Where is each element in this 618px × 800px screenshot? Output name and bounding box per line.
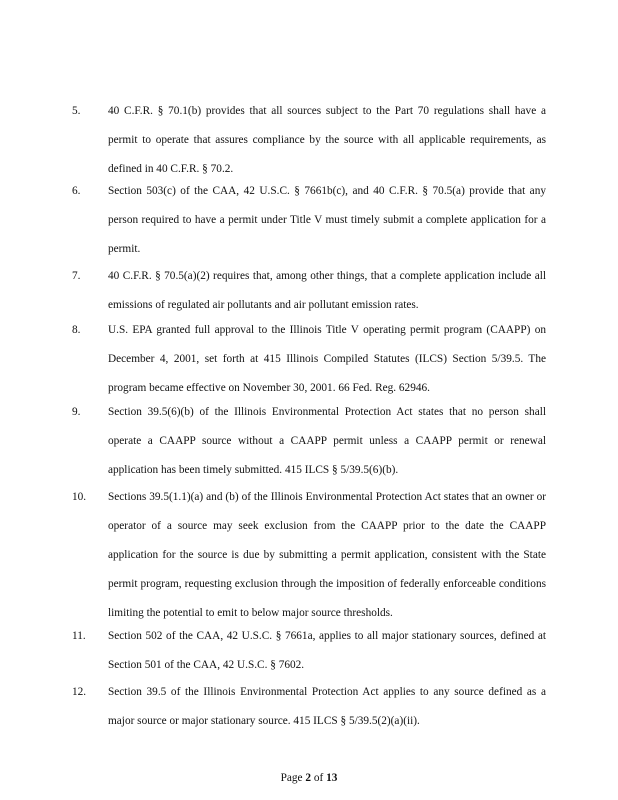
- paragraph-number: 12.: [72, 686, 87, 698]
- paragraph-number: 10.: [72, 491, 87, 503]
- paragraph-11: [72, 622, 546, 680]
- footer-prefix: Page: [280, 772, 303, 784]
- paragraph-number: 8.: [72, 324, 81, 336]
- paragraph-text: 40 C.F.R. § 70.5(a)(2) requires that, among other things, that a complete application include all emissions of regulated air pollutants and air pollutant emission rates.: [108, 270, 546, 311]
- paragraph-number: 11.: [72, 630, 86, 642]
- paragraph-10: [72, 483, 546, 628]
- paragraph-number: 7.: [72, 270, 81, 282]
- paragraph-5: [72, 97, 546, 184]
- paragraph-9: [72, 398, 546, 485]
- paragraph-text: Section 503(c) of the CAA, 42 U.S.C. § 7661b(c), and 40 C.F.R. § 70.5(a) provide that any person required to have a permit under Title V must timely submit a complete application for a permit.: [108, 185, 546, 255]
- paragraph-number: 5.: [72, 105, 81, 117]
- paragraph-12: [72, 678, 546, 736]
- paragraph-text: Section 502 of the CAA, 42 U.S.C. § 7661a, applies to all major stationary sources, defined at Section 501 of the CAA, 42 U.S.C. § 7602.: [108, 630, 546, 671]
- paragraph-text: Section 39.5(6)(b) of the Illinois Environmental Protection Act states that no person shall operate a CAAPP source without a CAAPP permit unless a CAAPP permit or renewal application has been timely submitted. 415 ILCS § 5/39.5(6)(b).: [108, 406, 546, 476]
- paragraph-7: [72, 262, 546, 320]
- footer-total-pages: 13: [326, 772, 338, 784]
- paragraph-text: 40 C.F.R. § 70.1(b) provides that all sources subject to the Part 70 regulations shall have a permit to operate that assures compliance by the source with all applicable requirements, as defined in 40 C.F.R. § 70.2.: [108, 105, 546, 175]
- paragraph-6: [72, 177, 546, 264]
- paragraph-text: Section 39.5 of the Illinois Environmental Protection Act applies to any source defined as a major source or major stationary source. 415 ILCS § 5/39.5(2)(a)(ii).: [108, 686, 546, 727]
- page-footer: [0, 770, 618, 786]
- footer-of: of: [313, 772, 324, 784]
- footer-current-page: 2: [305, 772, 312, 784]
- paragraph-number: 6.: [72, 185, 81, 197]
- paragraph-text: Sections 39.5(1.1)(a) and (b) of the Illinois Environmental Protection Act states that an owner or operator of a source may seek exclusion from the CAAPP prior to the date the CAAPP application for the source is due by submitting a permit application, consistent with the State permit program, requesting exclusion through the imposition of federally enforceable conditions limiting the potential to emit to below major source thresholds.: [108, 491, 546, 619]
- paragraph-8: [72, 316, 546, 403]
- paragraph-number: 9.: [72, 406, 81, 418]
- paragraph-text: U.S. EPA granted full approval to the Illinois Title V operating permit program (CAAPP) on December 4, 2001, set forth at 415 Illinois Compiled Statutes (ILCS) Section 5/39.5. The program became effective on November 30, 2001. 66 Fed. Reg. 62946.: [108, 324, 546, 394]
